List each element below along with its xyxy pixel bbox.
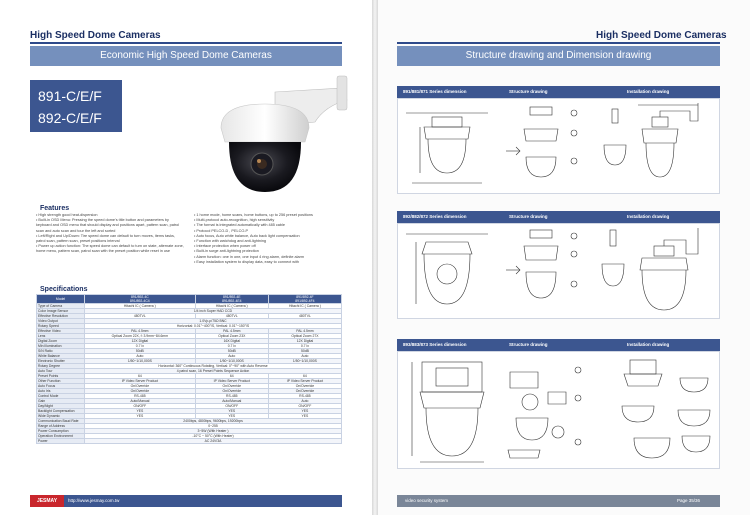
spec-label-cell: Communication Baud Rate <box>37 419 85 424</box>
spec-value-cell: 0.7 lx <box>268 344 341 349</box>
spec-label-cell: Auto Iris <box>37 389 85 394</box>
installation-label: Installation drawing <box>627 342 670 347</box>
spec-label-cell: Power Consumption <box>37 429 85 434</box>
spec-value-cell: IP Video Server Product <box>268 379 341 384</box>
right-footer <box>397 495 720 507</box>
spec-value-cell: Hitachi IC ( Camera ) <box>195 304 268 309</box>
feature-item: • High strength good heat-dispersion <box>36 213 184 218</box>
feature-item: • Interface protection when power off <box>194 244 342 249</box>
spec-label-cell: Lens <box>37 334 85 339</box>
spec-label-cell: Type of Camera <box>37 304 85 309</box>
spec-label-cell: Auto Tour <box>37 369 85 374</box>
spec-value-cell: Auto/Manual <box>85 399 196 404</box>
features-column-1 <box>36 213 184 265</box>
spec-label-cell: Backlight Compensation <box>37 409 85 414</box>
spec-value-cell: 0.7 lx <box>195 344 268 349</box>
spec-value-cell: Auto <box>268 399 341 404</box>
model-line-1: 891-C/E/F <box>38 88 102 104</box>
brand-logo: JESMAY <box>30 495 64 507</box>
spec-value-cell: RS-485 <box>85 394 196 399</box>
feature-item: • The format is integrated automatically with 485 cable <box>194 223 342 228</box>
feature-item: • Protocol PELCO-D , PELCO-P <box>194 229 342 234</box>
spec-label-cell: Min Illumination <box>37 344 85 349</box>
dome-camera-image <box>165 70 365 200</box>
spec-value-cell: ON/OFF <box>195 404 268 409</box>
feature-item: • Function with watchdog and anti-lightning <box>194 239 342 244</box>
spec-label-cell: Wide Dynamic <box>37 414 85 419</box>
right-banner: Structure drawing and Dimension drawing <box>397 46 720 66</box>
spec-value-cell: AC 24V/3A <box>85 439 342 444</box>
spec-value-cell: YES <box>268 414 341 419</box>
right-header-title: High Speed Dome Cameras <box>596 30 727 41</box>
structure-label: Structure drawing <box>509 214 548 219</box>
spec-value-cell: YES <box>85 409 196 414</box>
features-title: Features <box>40 205 70 212</box>
feature-item: • Left/Right and Up/Down: Tire speed dome can default to turn moves, items tasks, patrol scan, pattern scan, preset positions interval <box>36 234 184 244</box>
spec-value-cell: Hitachi IC ( Camera ) <box>85 304 196 309</box>
spec-value-cell: Hitachi IC ( Camera ) <box>268 304 341 309</box>
spec-value-cell: On/Override <box>85 389 196 394</box>
spec-value-cell: 4 patrol scan, 16 Preset Points Sequence Action <box>85 369 342 374</box>
spec-value-cell: Optical Zoom 22X, f: 3.9mm~84.6mm <box>85 334 196 339</box>
spec-value-cell: 0~255 <box>85 424 342 429</box>
spec-value-cell: Auto/Manual <box>195 399 268 404</box>
left-header-rule <box>30 42 342 44</box>
features-column-2 <box>194 213 342 265</box>
spec-header-cell: 891/892-4F 891/892-4F4 <box>268 295 341 304</box>
spec-label-cell: Preset Points <box>37 374 85 379</box>
spec-label-cell: Power <box>37 439 85 444</box>
spec-label-cell: Range of Address <box>37 424 85 429</box>
dimension-label: 893/883/873 Series dimension <box>403 342 467 347</box>
spec-value-cell: Optical Zoom 23X <box>195 334 268 339</box>
spec-value-cell: Auto <box>85 354 196 359</box>
spec-value-cell: PAL 4.5mm <box>268 329 341 334</box>
spec-value-cell: YES <box>85 414 196 419</box>
spec-header-cell: Model <box>37 295 85 304</box>
spec-value-cell: 16X Digital <box>195 339 268 344</box>
spec-value-cell: Auto <box>195 354 268 359</box>
installation-label: Installation drawing <box>627 214 670 219</box>
spec-value-cell: 1/50~1/10,000S <box>195 359 268 364</box>
drawing-row-3 <box>397 351 720 469</box>
drawing-row-2-art <box>398 224 721 320</box>
spec-value-cell: ON/OFF <box>85 404 196 409</box>
spec-value-cell: IP Video Server Product <box>85 379 196 384</box>
spec-value-cell: 1/50~1/10,000S <box>268 359 341 364</box>
spec-value-cell: 1/50~1/10,000S <box>85 359 196 364</box>
drawing-row-header-2 <box>397 211 720 223</box>
drawing-row-1 <box>397 98 720 194</box>
spec-value-cell: 50dB <box>195 349 268 354</box>
spec-value-cell: YES <box>195 414 268 419</box>
spec-value-cell: 12X Digital <box>85 339 196 344</box>
spec-value-cell: 480TVL <box>268 314 341 319</box>
left-footer <box>30 495 342 507</box>
spec-label-cell: Other Function <box>37 379 85 384</box>
spec-value-cell: YES <box>195 409 268 414</box>
spec-label-cell: Effective Resolution <box>37 314 85 319</box>
drawing-row-3-art <box>398 352 721 470</box>
right-header-rule <box>397 42 720 44</box>
feature-item: • Built-in OSD Menu: Pressing the speed dome's title button and parameters by keyboard and OSD menu that should display and positions apart, pattern scan, patrol scan and auto scan and tour the left and sorted <box>36 218 184 234</box>
footer-url-link[interactable]: http://www.jesmay.com.tw <box>68 498 120 503</box>
features-list <box>36 213 342 265</box>
spec-value-cell: 1/4 inch Super HAD CCD <box>85 309 342 314</box>
dimension-label: 892/882/872 Series dimension <box>403 214 467 219</box>
feature-item: • Built-in surge anti-lightning protection <box>194 249 342 254</box>
model-line-2: 892-C/E/F <box>38 110 102 126</box>
spec-label-cell: Operation Environment <box>37 434 85 439</box>
spec-value-cell: Auto <box>268 354 341 359</box>
spec-label-cell: Color Image Sensor <box>37 309 85 314</box>
spec-value-cell: 2400bps, 4800bps, 9600bps, 19200bps <box>85 419 342 424</box>
spec-label-cell: S/N Ratio <box>37 349 85 354</box>
spec-value-cell: -10°C ~ 50°C (With Heater) <box>85 434 342 439</box>
spec-value-cell: IP Video Server Product <box>195 379 268 384</box>
spec-header-cell: 891/892-4E 891/892-4E4 <box>195 295 268 304</box>
spec-value-cell: 50dB <box>85 349 196 354</box>
drawing-row-2 <box>397 223 720 319</box>
spec-value-cell: Optical Zoom 27X <box>268 334 341 339</box>
left-header-title: High Speed Dome Cameras <box>30 30 161 41</box>
spec-value-cell: RS-485 <box>195 394 268 399</box>
spec-value-cell: 64 <box>268 374 341 379</box>
spec-value-cell: 12X Digital <box>268 339 341 344</box>
spec-value-cell: On/Override <box>268 384 341 389</box>
feature-item: • Alarm function: one in one, one input 4 ring alarm, definite alarm <box>194 255 342 260</box>
spec-label-cell: Auto Focus <box>37 384 85 389</box>
spec-label-cell: Rotary Degree <box>37 364 85 369</box>
spec-label-cell: Gain <box>37 399 85 404</box>
spec-value-cell: Horizontal: 0.01°~400°/S, Vertical: 0.01°~150°/S <box>85 324 342 329</box>
spec-value-cell: PAL 4.5mm <box>85 329 196 334</box>
spec-value-cell: YES <box>268 409 341 414</box>
spec-value-cell: 64 <box>195 374 268 379</box>
spec-label-cell: Rotary Speed <box>37 324 85 329</box>
spec-value-cell: PAL 4.5mm <box>195 329 268 334</box>
spec-label-cell: Digital Zoom <box>37 339 85 344</box>
spec-value-cell: On/Override <box>268 389 341 394</box>
spec-label-cell: Video Output <box>37 319 85 324</box>
spec-value-cell: Horizontal: 360° Continuous Rotating, Vertical: 0°~90° with Auto Reverse <box>85 364 342 369</box>
spec-value-cell: On/Override <box>85 384 196 389</box>
spec-header-cell: 891/892-4C 891/892-4C4 <box>85 295 196 304</box>
feature-item: • Multi-protocol auto-recognition, high sensitivity <box>194 218 342 223</box>
left-banner: Economic High Speed Dome Cameras <box>30 46 342 66</box>
dimension-label: 891/881/871 Series dimension <box>403 89 467 94</box>
spec-value-cell: On/Override <box>195 389 268 394</box>
spec-row <box>37 439 342 444</box>
model-box <box>30 80 122 132</box>
drawing-row-header-1 <box>397 86 720 98</box>
footer-page-number: Page 35/36 <box>677 498 701 503</box>
spec-value-cell: ON/OFF <box>268 404 341 409</box>
footer-tagline: video security system <box>405 498 449 503</box>
feature-item: • Easy installation system to display data, easy to connect with <box>194 260 342 265</box>
drawing-row-header-3 <box>397 339 720 351</box>
structure-label: Structure drawing <box>509 89 548 94</box>
spec-label-cell: White Balance <box>37 354 85 359</box>
spec-label-cell: Electronic Shutter <box>37 359 85 364</box>
spec-value-cell: On/Override <box>195 384 268 389</box>
spec-header-row <box>37 295 342 304</box>
spec-label-cell: Day/Night <box>37 404 85 409</box>
feature-item: • Power up action function: The speed dome can default to turn on state, alternate zone, home menu, pattern scan, patrol scan with the preset position while reset in use <box>36 244 184 254</box>
spec-value-cell: 0.7 lx <box>85 344 196 349</box>
spec-value-cell: 480TVL <box>85 314 196 319</box>
feature-item: • Auto focus, Auto white balance, Auto back light compensation <box>194 234 342 239</box>
spec-label-cell: Control Mode <box>37 394 85 399</box>
spec-value-cell: 1.0Vp-p/75Ω BNC <box>85 319 342 324</box>
spec-value-cell: 480TVL <box>195 314 268 319</box>
installation-label: Installation drawing <box>627 89 670 94</box>
drawing-row-1-art <box>398 99 721 195</box>
spec-value-cell: 50dB <box>268 349 341 354</box>
specifications-table <box>36 294 342 444</box>
spec-value-cell: RS-485 <box>268 394 341 399</box>
spec-label-cell: Effective Video <box>37 329 85 334</box>
spec-value-cell: 3~5W (With Heater ) <box>85 429 342 434</box>
structure-label: Structure drawing <box>509 342 548 347</box>
specifications-title: Specifications <box>40 286 88 293</box>
feature-item: • 1 home mode, home scans, home buttons, up to 256 preset positions <box>194 213 342 218</box>
spec-value-cell: 64 <box>85 374 196 379</box>
